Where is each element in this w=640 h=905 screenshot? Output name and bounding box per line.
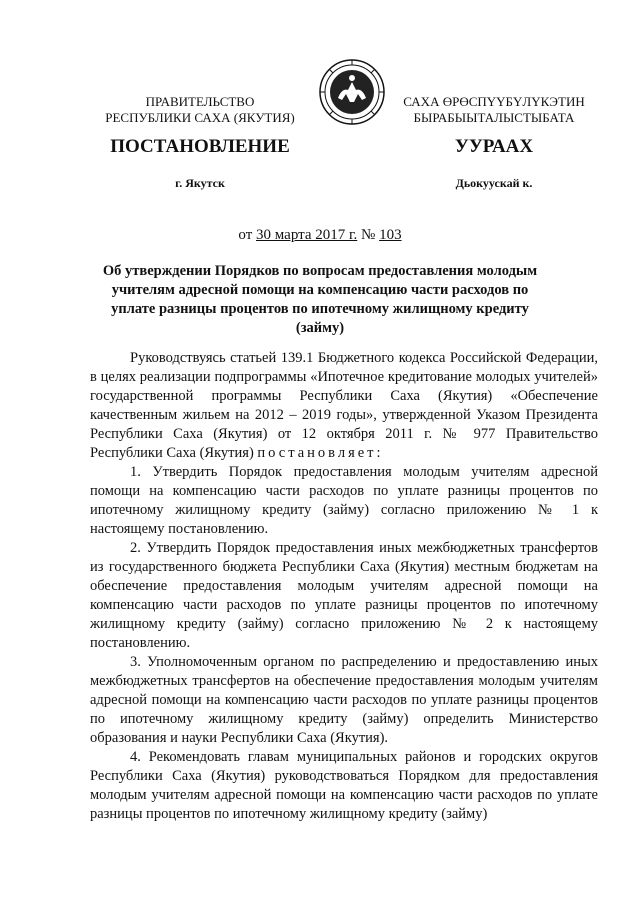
intro-paragraph (90, 349, 598, 463)
date-prefix: от (238, 227, 257, 243)
document-header (0, 0, 640, 200)
left-org-line2: РЕСПУБЛИКИ САХА (ЯКУТИЯ) (105, 110, 295, 125)
paragraph-2: 2. Утвердить Порядок предоставления иных межбюджетных трансфертов из государственного бюджета Республики Саха (Якутия) местным бюджетам на обеспечение предоставления молодым учителям адресной помощи на компенсацию части расходов по уплате разницы процентов по ипотечному жилищному кредиту (займу) согласно приложению № 2 к настоящему постановлению. (90, 540, 598, 651)
coat-of-arms-icon (318, 58, 386, 126)
paragraph-3: 3. Уполномоченным органом по распределению и предоставлению иных межбюджетных трансфертов на обеспечение предоставления молодым учителям адресной помощи на компенсацию части расходов по уплате разницы процентов по ипотечному жилищному кредиту (займу) определить Министерство образования и науки Республики Саха (Якутия). (90, 654, 598, 746)
number-sign: № (357, 227, 380, 243)
intro-text: Руководствуясь статьей 139.1 Бюджетного кодекса Российской Федерации, в целях реализации подпрограммы «Ипотечное кредитование молодых учителей» государственной программы Республики Саха (Якутия) «Обеспечение качественным жильем на 2012 – 2019 годы», утвержденной Указом Президента Республики Саха (Якутия) от 12 октября 2011 г. № 977 Правительство Республики Саха (Якутия) (90, 350, 598, 461)
right-org-line2: БЫРАБЫЫТАЛЫСТЫБАТА (413, 110, 575, 125)
decree-number: 103 (379, 227, 402, 243)
left-document-type: ПОСТАНОВЛЕНИЕ (110, 136, 290, 157)
decree-word: постановляет: (257, 445, 384, 461)
decree-date-line (0, 227, 640, 244)
right-organization-name (384, 94, 604, 126)
document-body (90, 349, 598, 824)
left-org-line1: ПРАВИТЕЛЬСТВО (145, 94, 255, 109)
decree-date: 30 марта 2017 г. (256, 227, 358, 243)
paragraph-4: 4. Рекомендовать главам муниципальных районов и городских округов Республики Саха (Якутия) руководствоваться Порядком для предоставления молодым учителям адресной помощи на компенсацию части расходов по уплате разницы процентов по ипотечному жилищному кредиту (займу) (90, 749, 598, 822)
right-document-type: УУРААХ (454, 136, 534, 157)
right-org-line1: САХА ӨРӨСПҮҮБҮЛҮКЭТИН (403, 94, 585, 109)
document-title: Об утверждении Порядков по вопросам предоставления молодым учителям адресной помощи на компенсацию части расходов по уплате разницы процентов по ипотечному жилищному кредиту (займу) (102, 263, 538, 336)
left-city: г. Якутск (175, 176, 225, 190)
left-organization-name (100, 94, 300, 126)
right-city: Дьокуускай к. (455, 176, 533, 190)
paragraph-1: 1. Утвердить Порядок предоставления молодым учителям адресной помощи на компенсацию части расходов по уплате разницы процентов по ипотечному жилищному кредиту (займу) согласно приложению № 1 к настоящему постановлению. (90, 464, 598, 537)
